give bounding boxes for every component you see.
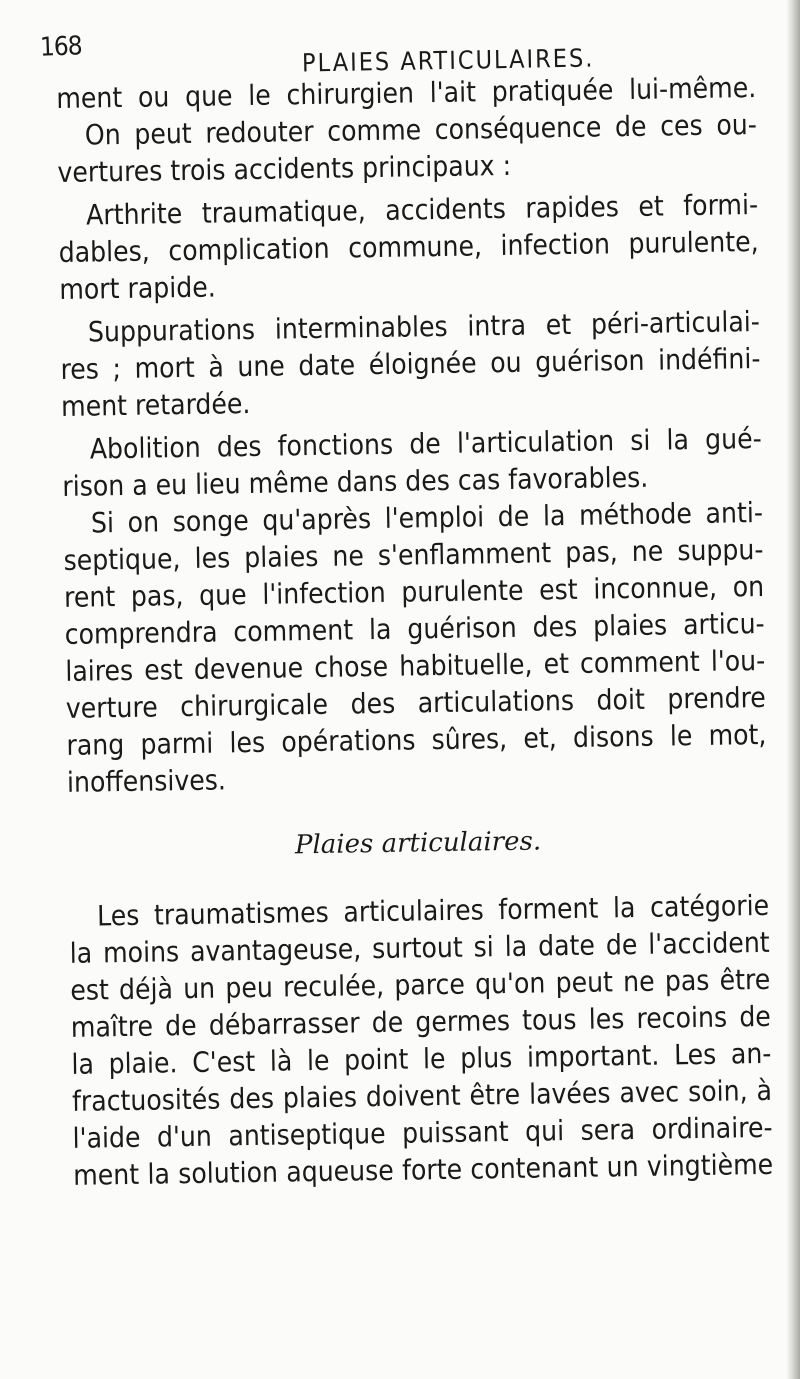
text-line: Si on songe qu'après l'emploi de la méthode anti- [90,495,764,540]
text-line: Les traumatismes articulaires forment la catégorie [96,888,770,933]
text-line: est déjà un peu reculée, parce qu'on peut ne pas être [70,962,771,1007]
text-line: ment la solution aqueuse forte contenant un vingtième [72,1147,774,1192]
text-line: vertures trois accidents principaux : [57,148,512,189]
text-line: fractuosités des plaies doivent être lavées avec soin, à [71,1073,773,1118]
page-edge-shadow [786,0,800,1379]
page-number: 168 [39,31,83,63]
text-line: laires est devenue chose habituelle, et comment l'ou- [65,643,766,688]
text-line: rison a eu lieu même dans des cas favorables. [62,460,649,503]
text-line: Arthrite traumatique, accidents rapides et formi- [85,187,759,232]
text-line: comprendra comment la guérison des plaies articu- [64,606,765,651]
text-line: maître de débarrasser de germes tous les recoins de [70,999,772,1044]
section-heading: Plaies articulaires. [294,826,542,861]
running-head: PLAIES ARTICULAIRES. [301,43,595,78]
text-line: Abolition des fonctions de l'articulation si la gué- [89,421,762,466]
text-line: dables, complication commune, infection purulente, [58,224,759,269]
text-line: ment ou que le chirurgien l'ait pratiquée lui-même. [56,71,757,115]
text-line: On peut redouter comme conséquence de ces ou- [84,108,758,152]
text-line: rang parmi les opérations sûres, et, disons le mot, [66,717,767,762]
text-line: la moins avantageuse, surtout si la date de l'accident [69,925,770,970]
text-line: l'aide d'un antiseptique puissant qui sera ordinaire- [72,1110,773,1155]
text-line: ment retardée. [60,386,251,423]
text-line: Suppurations interminables intra et péri-articulai- [87,304,761,349]
text-line: rent pas, que l'infection purulente est inconnue, on [63,569,765,614]
text-line: inoffensives. [66,763,227,799]
text-line: la plaie. C'est là le point le plus important. Les an- [71,1036,772,1081]
text-line: mort rapide. [59,270,216,306]
text-line: septique, les plaies ne s'enflamment pas, ne suppu- [63,532,764,577]
body-text [56,69,773,1194]
text-line: verture chirurgicale des articulations doit prendre [65,680,767,725]
text-line: res ; mort à une date éloignée ou guérison indéfini- [60,341,761,386]
